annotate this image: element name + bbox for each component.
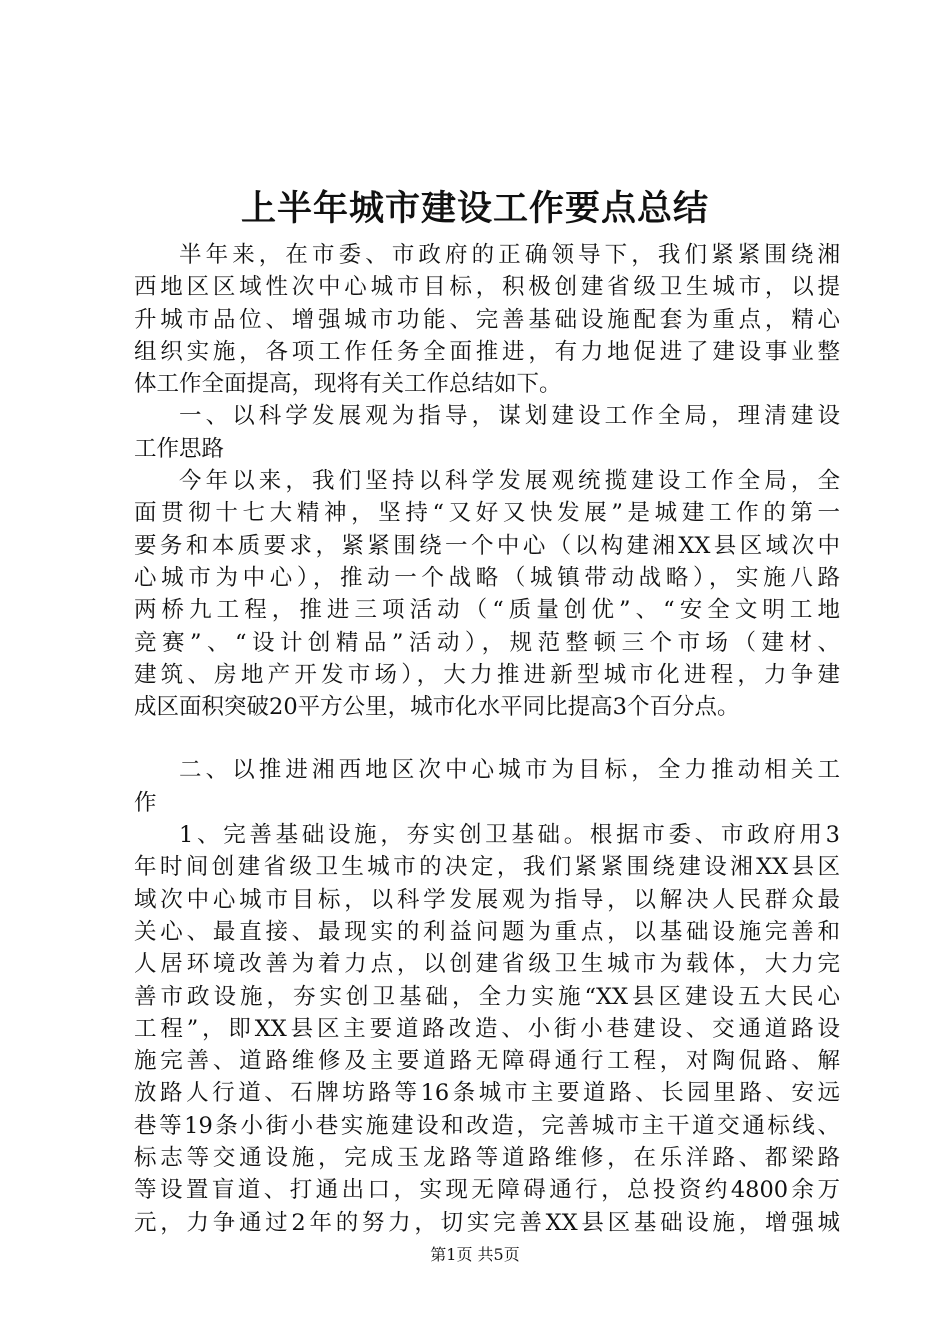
section-heading-line: 一、以科学发展观为指导，谋划建设工作全局，理清建设 [179,403,840,430]
body-line: 关心、最直接、最现实的利益问题为重点，以基础设施完善和 [134,918,840,945]
body-line: 两桥九工程，推进三项活动（“质量创优”、“安全文明工地 [134,597,840,624]
body-line: 善市政设施，夯实创卫基础，全力实施“XX县区建设五大民心 [134,983,840,1010]
body-line: 建筑、房地产开发市场），大力推进新型城市化进程，力争建 [134,661,840,688]
document-body [134,239,840,1239]
body-line: 组织实施，各项工作任务全面推进，有力地促进了建设事业整 [134,338,840,365]
body-line: 1、完善基础设施，夯实创卫基础。根据市委、市政府用3 [179,822,840,849]
body-line: 域次中心城市目标，以科学发展观为指导，以解决人民群众最 [134,886,840,913]
body-line: 西地区区域性次中心城市目标，积极创建省级卫生城市，以提 [134,274,840,301]
body-line: 放路人行道、石牌坊路等16条城市主要道路、长园里路、安远 [134,1080,840,1107]
body-line: 心城市为中心），推动一个战略（城镇带动战略），实施八路 [134,564,840,591]
section-heading-line: 工作思路 [134,435,225,462]
section-heading-line: 作 [134,789,157,816]
body-line: 元，力争通过2年的努力，切实完善XX县区基础设施，增强城 [134,1209,840,1236]
section-heading-line: 二、以推进湘西地区次中心城市为目标，全力推动相关工 [179,757,840,784]
body-line: 成区面积突破20平方公里，城市化水平同比提高3个百分点。 [134,694,740,721]
body-line: 体工作全面提高，现将有关工作总结如下。 [134,371,562,398]
paragraph-gap [134,723,840,754]
body-line: 年时间创建省级卫生城市的决定，我们紧紧围绕建设湘XX县区 [134,854,840,881]
body-line: 工程”，即XX县区主要道路改造、小街小巷建设、交通道路设 [134,1015,840,1042]
body-line: 等设置盲道、打通出口，实现无障碍通行，总投资约4800余万 [134,1177,840,1204]
body-line: 施完善、道路维修及主要道路无障碍通行工程，对陶侃路、解 [134,1048,840,1075]
body-line: 半年来，在市委、市政府的正确领导下，我们紧紧围绕湘 [179,242,840,268]
document-title: 上半年城市建设工作要点总结 [240,188,709,229]
page-number-footer: 第1页 共5页 [430,1245,520,1264]
body-line: 面贯彻十七大精神，坚持“又好又快发展”是城建工作的第一 [134,500,840,527]
body-line: 升城市品位、增强城市功能、完善基础设施配套为重点，精心 [134,306,840,333]
body-line: 要务和本质要求，紧紧围绕一个中心（以构建湘XX县区域次中 [134,532,840,559]
body-line: 竞赛”、“设计创精品”活动），规范整顿三个市场（建材、 [134,629,840,656]
body-line: 人居环境改善为着力点，以创建省级卫生城市为载体，大力完 [134,951,840,978]
body-line: 巷等19条小街小巷实施建设和改造，完善城市主干道交通标线、 [134,1112,840,1139]
body-line: 标志等交通设施，完成玉龙路等道路维修，在乐洋路、都梁路 [134,1145,840,1172]
body-line: 今年以来，我们坚持以科学发展观统揽建设工作全局，全 [179,468,840,495]
